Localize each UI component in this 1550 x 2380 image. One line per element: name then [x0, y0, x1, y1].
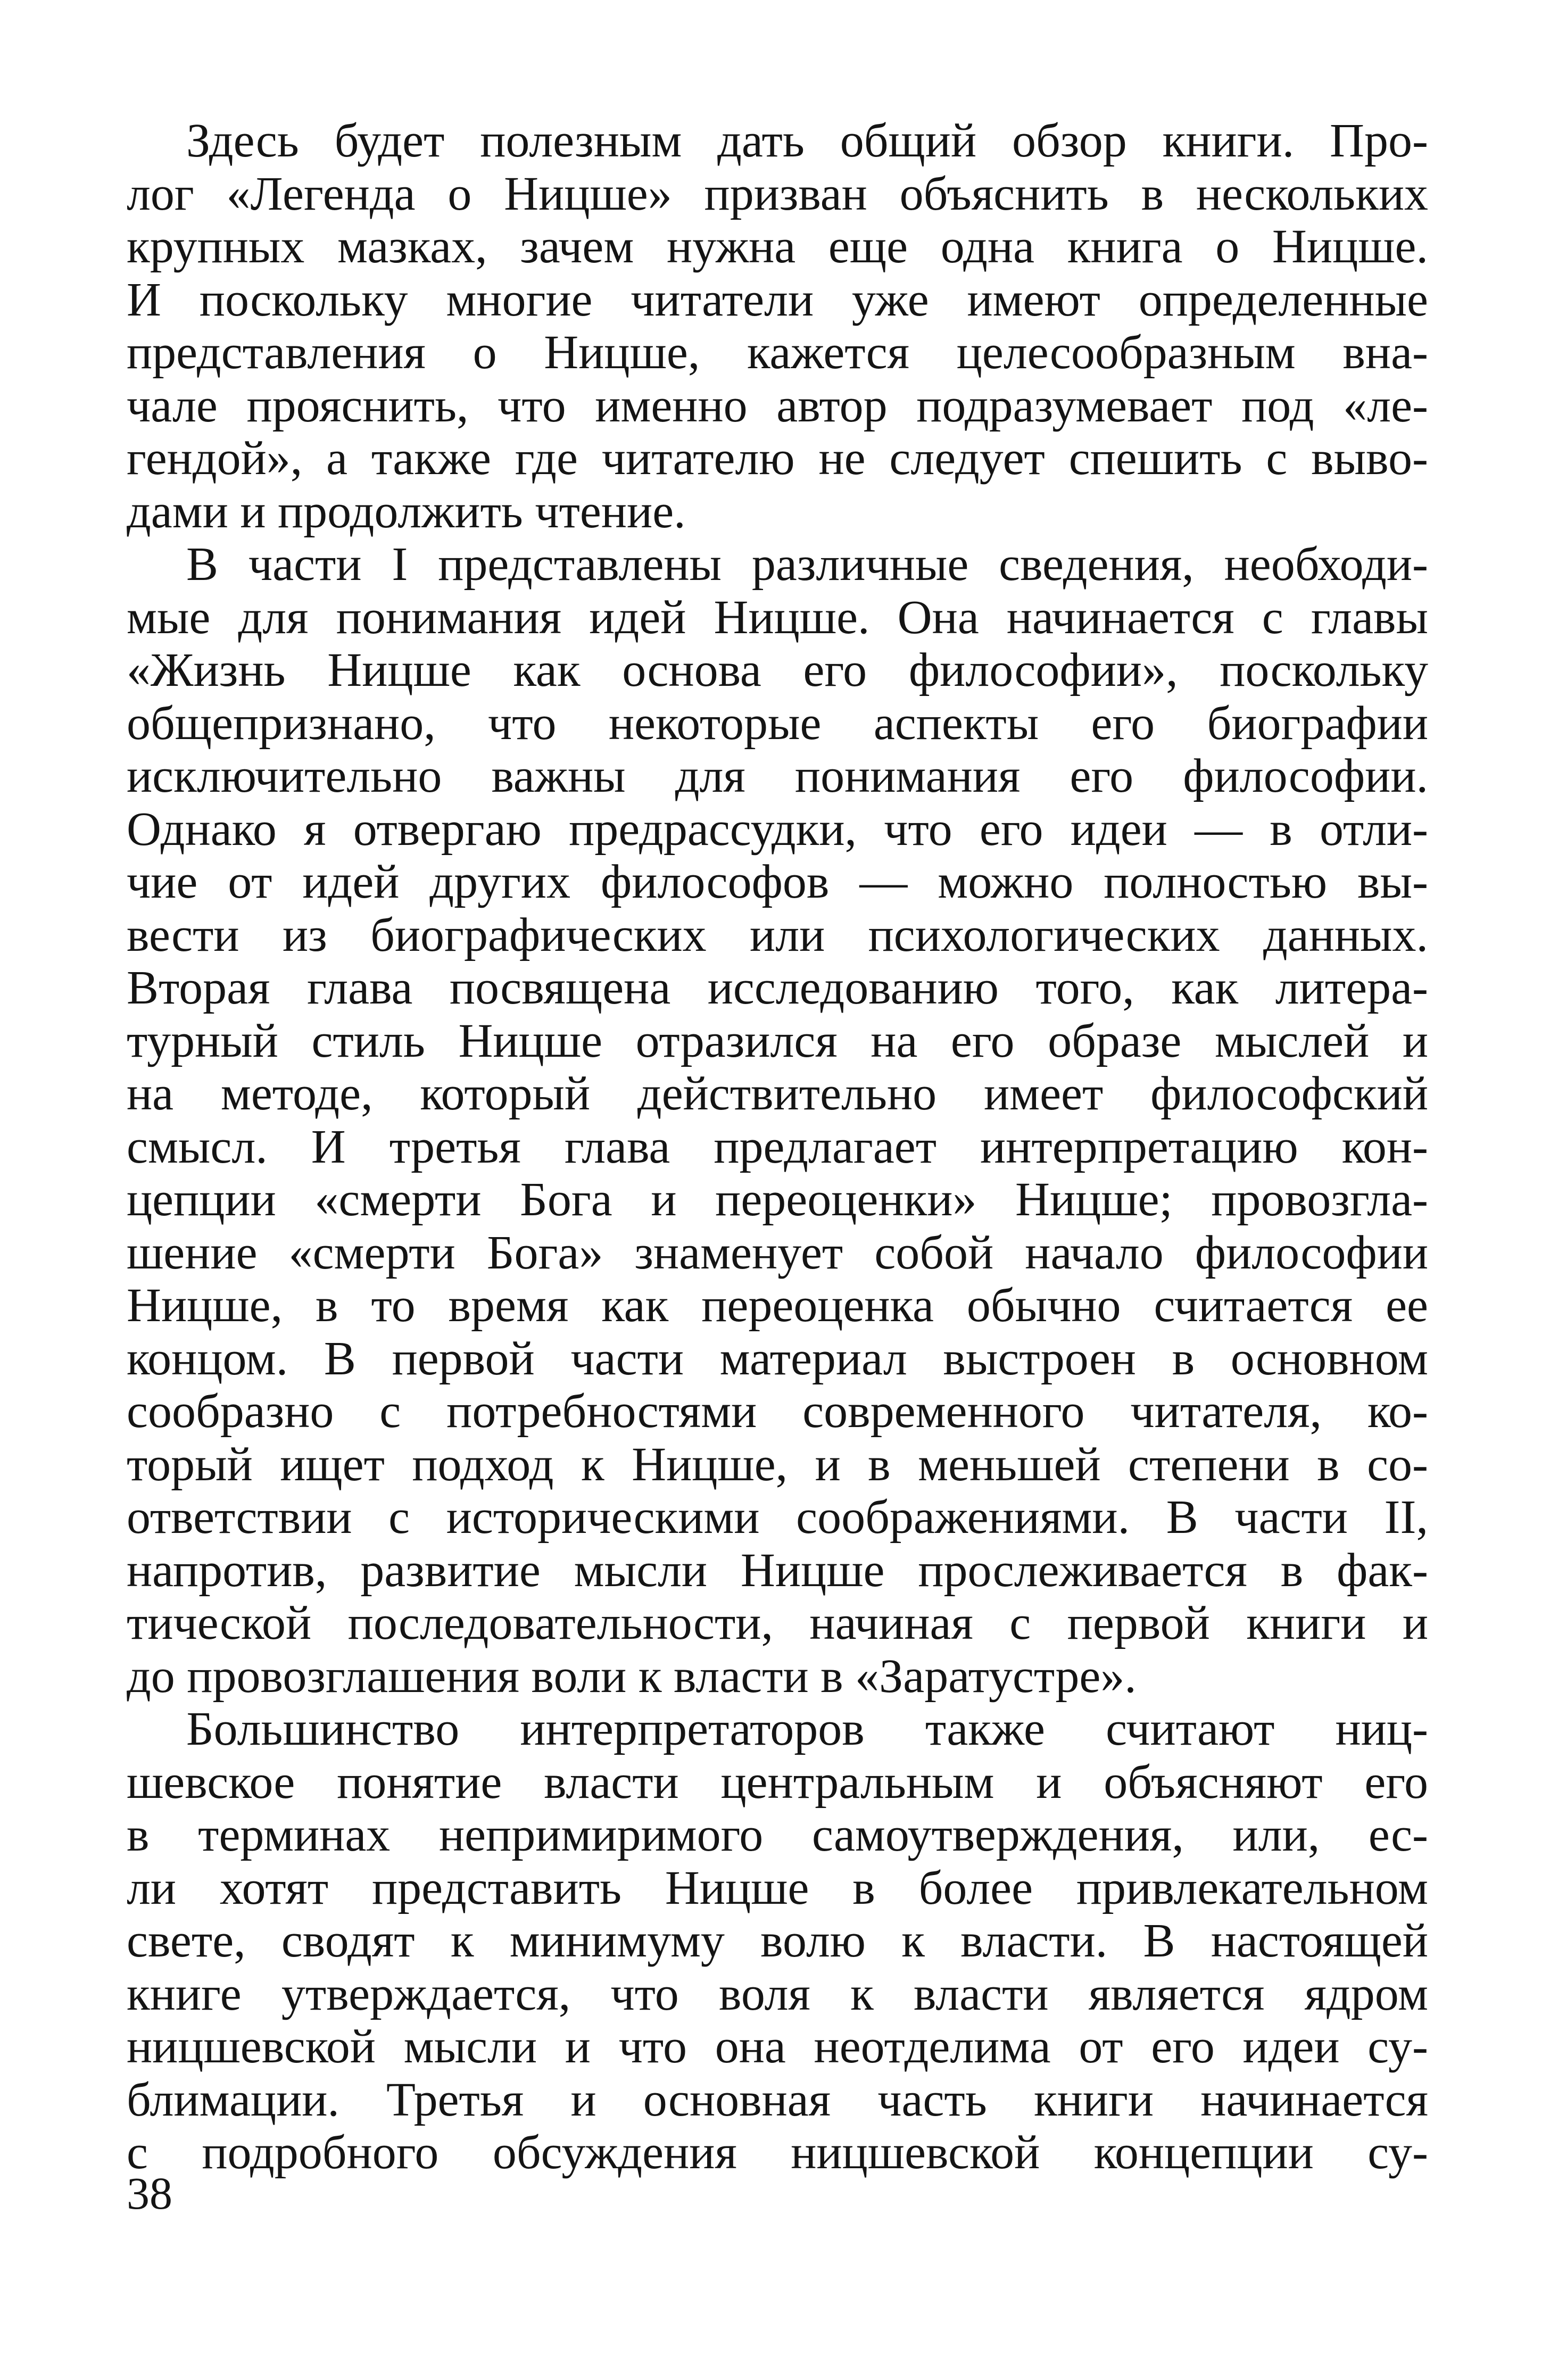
text-line: гендой», а также где читателю не следует спешить с выво-	[127, 432, 1428, 485]
text-line: общепризнано, что некоторые аспекты его биографии	[127, 696, 1428, 750]
page-body	[127, 114, 1428, 2179]
text-line: мые для понимания идей Ницше. Она начинается с главы	[127, 591, 1428, 644]
text-line: исключительно важны для понимания его философии.	[127, 750, 1428, 802]
paragraph	[127, 114, 1428, 538]
text-line: свете, сводят к минимуму волю к власти. В настоящей	[127, 1914, 1428, 1967]
text-line: тической последовательности, начиная с первой книги и	[127, 1597, 1428, 1649]
text-line: турный стиль Ницше отразился на его образе мыслей и	[127, 1014, 1428, 1067]
text-line: Большинство интерпретаторов также считают ниц-	[186, 1703, 1428, 1755]
paragraph	[127, 538, 1428, 1703]
text-line: в терминах непримиримого самоутверждения, или, ес-	[127, 1809, 1428, 1861]
text-line: чале прояснить, что именно автор подразумевает под «ле-	[127, 379, 1428, 432]
text-line: концом. В первой части материал выстроен в основном	[127, 1332, 1428, 1385]
text-line: И поскольку многие читатели уже имеют определенные	[127, 273, 1428, 326]
text-line: вести из биографических или психологических данных.	[127, 908, 1428, 961]
text-line: Здесь будет полезным дать общий обзор книги. Про-	[186, 114, 1428, 167]
text-line: ницшевской мысли и что она неотделима от его идеи су-	[127, 2020, 1428, 2073]
text-line: Ницше, в то время как переоценка обычно считается ее	[127, 1279, 1428, 1332]
text-line: В части I представлены различные сведения, необходи-	[186, 538, 1428, 591]
paragraph	[127, 1703, 1428, 2179]
text-line: с подробного обсуждения ницшевской концепции су-	[127, 2126, 1428, 2179]
text-line: ли хотят представить Ницше в более привлекательном	[127, 1861, 1428, 1914]
text-line: цепции «смерти Бога и переоценки» Ницше; провозгла-	[127, 1173, 1428, 1226]
text-line: книге утверждается, что воля к власти является ядром	[127, 1967, 1428, 2020]
text-line: Однако я отвергаю предрассудки, что его идеи — в отли-	[127, 802, 1428, 856]
text-line: смысл. И третья глава предлагает интерпретацию кон-	[127, 1120, 1428, 1173]
text-line: на методе, который действительно имеет философский	[127, 1067, 1428, 1120]
text-line: представления о Ницше, кажется целесообразным вна-	[127, 326, 1428, 379]
text-line: чие от идей других философов — можно полностью вы-	[127, 856, 1428, 908]
text-line: сообразно с потребностями современного читателя, ко-	[127, 1385, 1428, 1438]
text-line: Вторая глава посвящена исследованию того, как литера-	[127, 961, 1428, 1014]
text-line: лог «Легенда о Ницше» призван объяснить в нескольких	[127, 167, 1428, 220]
text-line: напротив, развитие мысли Ницше прослеживается в фак-	[127, 1544, 1428, 1597]
page-number: 38	[127, 2168, 172, 2219]
text-line: ответствии с историческими соображениями. В части II,	[127, 1491, 1428, 1544]
text-line: блимации. Третья и основная часть книги начинается	[127, 2073, 1428, 2126]
text-line: шевское понятие власти центральным и объясняют его	[127, 1755, 1428, 1809]
text-line: шение «смерти Бога» знаменует собой начало философии	[127, 1226, 1428, 1279]
text-line: крупных мазках, зачем нужна еще одна книга о Ницше.	[127, 220, 1428, 273]
text-line: торый ищет подход к Ницше, и в меньшей степени в со-	[127, 1438, 1428, 1491]
text-line: дами и продолжить чтение.	[127, 485, 686, 538]
text-line: до провозглашения воли к власти в «Заратустре».	[127, 1649, 1137, 1703]
text-line: «Жизнь Ницше как основа его философии», поскольку	[127, 644, 1428, 696]
